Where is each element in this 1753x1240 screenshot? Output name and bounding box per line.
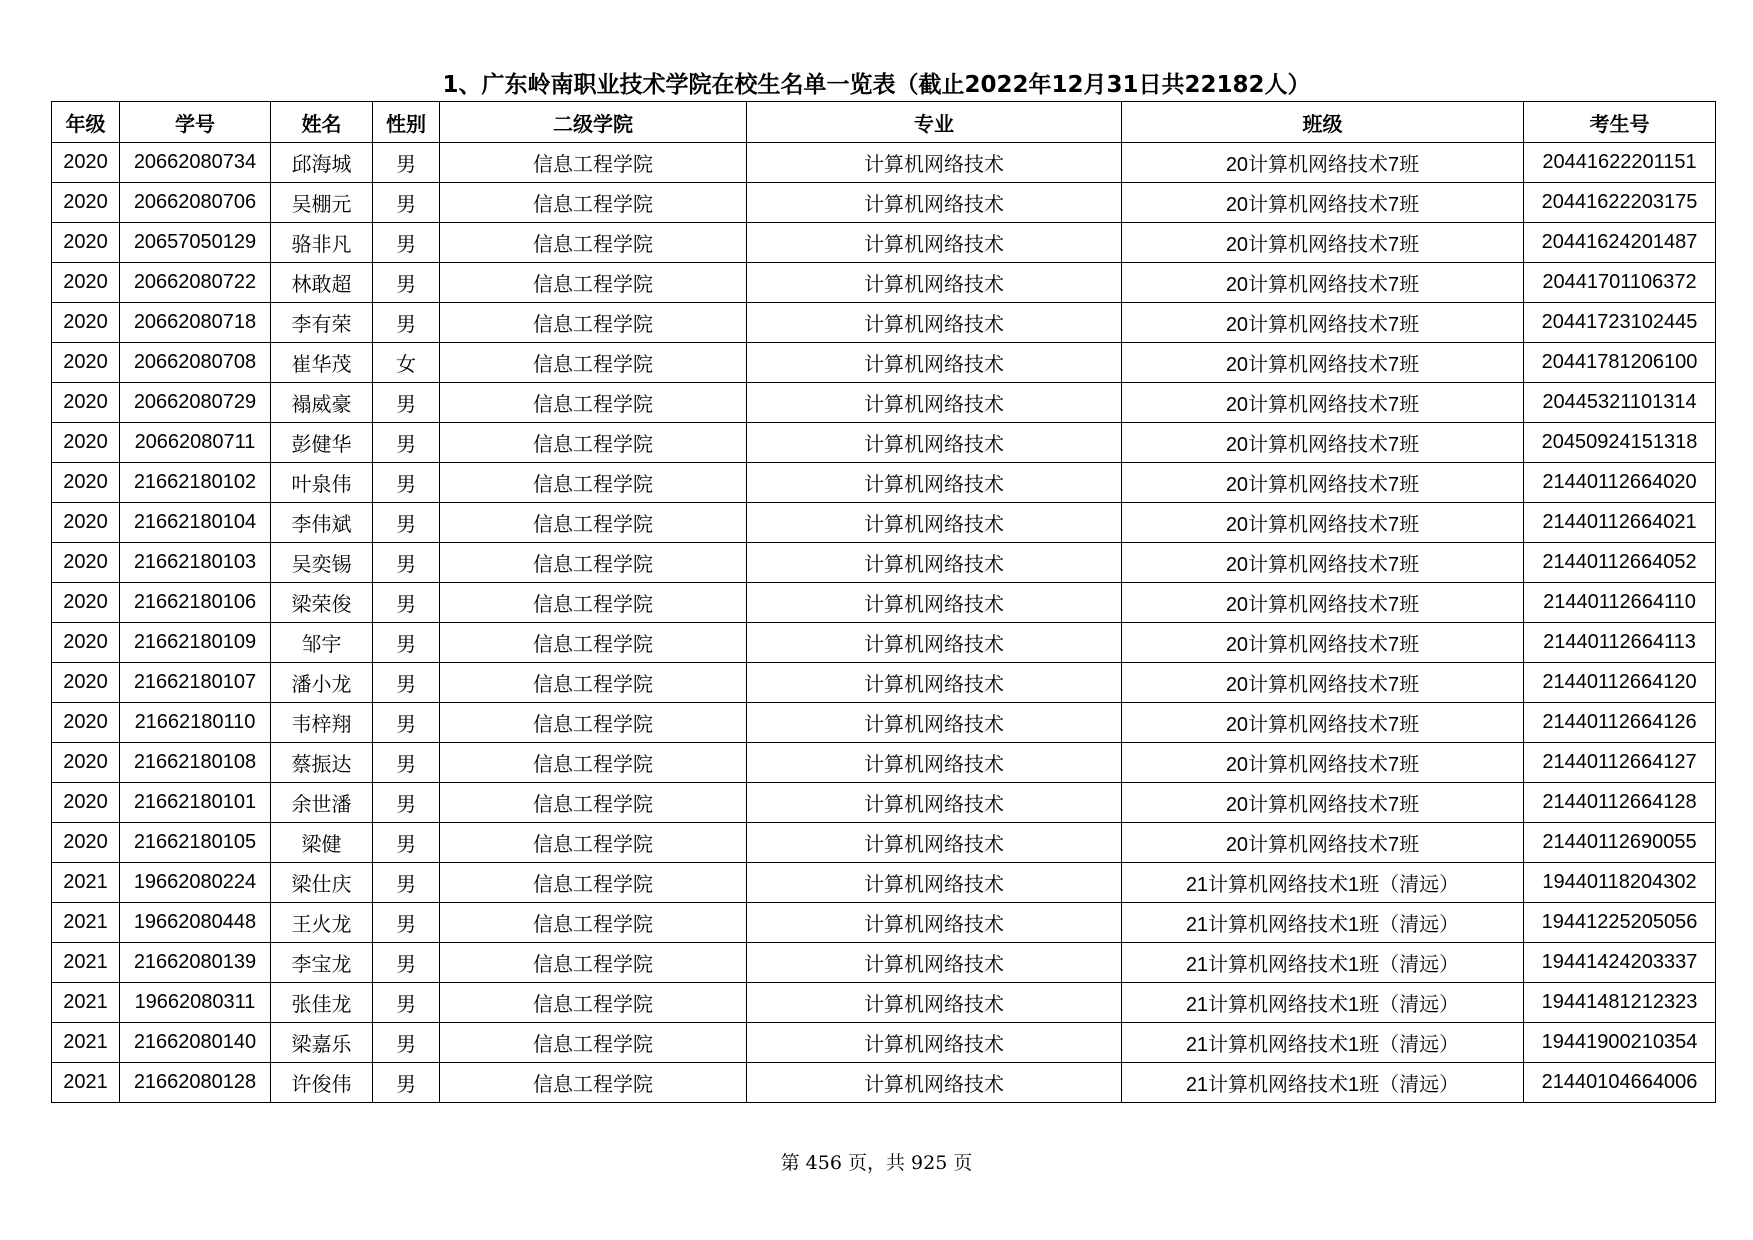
class-cell: 21计算机网络技术1班（清远） (1122, 863, 1524, 903)
grade-cell: 2020 (52, 743, 120, 783)
header-class: 班级 (1122, 102, 1524, 143)
name-cell: 梁健 (271, 823, 373, 863)
class-cell: 21计算机网络技术1班（清远） (1122, 1063, 1524, 1103)
class-cell: 20计算机网络技术7班 (1122, 303, 1524, 343)
major-cell: 计算机网络技术 (747, 823, 1122, 863)
table-row (52, 903, 1716, 943)
exam-id-cell: 20441723102445 (1524, 303, 1716, 343)
class-cell: 20计算机网络技术7班 (1122, 823, 1524, 863)
major-cell: 计算机网络技术 (747, 783, 1122, 823)
student-id-cell: 21662180101 (120, 783, 271, 823)
name-cell: 王火龙 (271, 903, 373, 943)
college-cell: 信息工程学院 (440, 703, 747, 743)
student-id-cell: 20662080722 (120, 263, 271, 303)
name-cell: 李宝龙 (271, 943, 373, 983)
student-id-cell: 20662080734 (120, 143, 271, 183)
class-cell: 20计算机网络技术7班 (1122, 183, 1524, 223)
grade-cell: 2021 (52, 863, 120, 903)
major-cell: 计算机网络技术 (747, 463, 1122, 503)
student-id-cell: 21662080140 (120, 1023, 271, 1063)
grade-cell: 2021 (52, 983, 120, 1023)
table-row (52, 623, 1716, 663)
exam-id-cell: 21440112664126 (1524, 703, 1716, 743)
class-cell: 20计算机网络技术7班 (1122, 463, 1524, 503)
name-cell: 李伟斌 (271, 503, 373, 543)
name-cell: 彭健华 (271, 423, 373, 463)
name-cell: 梁仕庆 (271, 863, 373, 903)
gender-cell: 男 (373, 943, 440, 983)
class-cell: 21计算机网络技术1班（清远） (1122, 903, 1524, 943)
gender-cell: 男 (373, 503, 440, 543)
college-cell: 信息工程学院 (440, 983, 747, 1023)
major-cell: 计算机网络技术 (747, 183, 1122, 223)
exam-id-cell: 21440112664110 (1524, 583, 1716, 623)
grade-cell: 2020 (52, 583, 120, 623)
gender-cell: 男 (373, 783, 440, 823)
college-cell: 信息工程学院 (440, 463, 747, 503)
exam-id-cell: 19441225205056 (1524, 903, 1716, 943)
major-cell: 计算机网络技术 (747, 1023, 1122, 1063)
gender-cell: 男 (373, 903, 440, 943)
major-cell: 计算机网络技术 (747, 543, 1122, 583)
major-cell: 计算机网络技术 (747, 743, 1122, 783)
name-cell: 韦梓翔 (271, 703, 373, 743)
class-cell: 20计算机网络技术7班 (1122, 583, 1524, 623)
student-id-cell: 20662080711 (120, 423, 271, 463)
class-cell: 21计算机网络技术1班（清远） (1122, 983, 1524, 1023)
gender-cell: 男 (373, 1063, 440, 1103)
major-cell: 计算机网络技术 (747, 383, 1122, 423)
student-id-cell: 21662180110 (120, 703, 271, 743)
gender-cell: 男 (373, 263, 440, 303)
exam-id-cell: 20450924151318 (1524, 423, 1716, 463)
table-row (52, 703, 1716, 743)
student-id-cell: 21662180103 (120, 543, 271, 583)
table-row (52, 663, 1716, 703)
table-row (52, 863, 1716, 903)
header-grade: 年级 (52, 102, 120, 143)
name-cell: 梁荣俊 (271, 583, 373, 623)
student-id-cell: 20657050129 (120, 223, 271, 263)
class-cell: 20计算机网络技术7班 (1122, 383, 1524, 423)
table-header-row (52, 102, 1716, 143)
grade-cell: 2020 (52, 663, 120, 703)
student-roster-table (51, 101, 1716, 1103)
grade-cell: 2020 (52, 823, 120, 863)
gender-cell: 男 (373, 983, 440, 1023)
exam-id-cell: 20445321101314 (1524, 383, 1716, 423)
grade-cell: 2020 (52, 703, 120, 743)
grade-cell: 2021 (52, 943, 120, 983)
student-id-cell: 21662180108 (120, 743, 271, 783)
college-cell: 信息工程学院 (440, 863, 747, 903)
class-cell: 21计算机网络技术1班（清远） (1122, 943, 1524, 983)
table-row (52, 1063, 1716, 1103)
header-name: 姓名 (271, 102, 373, 143)
table-row (52, 783, 1716, 823)
major-cell: 计算机网络技术 (747, 623, 1122, 663)
table-row (52, 423, 1716, 463)
grade-cell: 2020 (52, 303, 120, 343)
college-cell: 信息工程学院 (440, 383, 747, 423)
exam-id-cell: 21440104664006 (1524, 1063, 1716, 1103)
gender-cell: 男 (373, 143, 440, 183)
grade-cell: 2020 (52, 503, 120, 543)
gender-cell: 男 (373, 583, 440, 623)
page-footer: 第 456 页，共 925 页 (780, 1152, 973, 1174)
exam-id-cell: 21440112664021 (1524, 503, 1716, 543)
college-cell: 信息工程学院 (440, 263, 747, 303)
table-row (52, 463, 1716, 503)
student-id-cell: 19662080224 (120, 863, 271, 903)
grade-cell: 2020 (52, 223, 120, 263)
table-row (52, 343, 1716, 383)
exam-id-cell: 19441481212323 (1524, 983, 1716, 1023)
header-major: 专业 (747, 102, 1122, 143)
gender-cell: 男 (373, 863, 440, 903)
table-row (52, 303, 1716, 343)
table-row (52, 143, 1716, 183)
class-cell: 20计算机网络技术7班 (1122, 223, 1524, 263)
major-cell: 计算机网络技术 (747, 983, 1122, 1023)
grade-cell: 2020 (52, 383, 120, 423)
gender-cell: 男 (373, 663, 440, 703)
class-cell: 20计算机网络技术7班 (1122, 623, 1524, 663)
exam-id-cell: 21440112664127 (1524, 743, 1716, 783)
exam-id-cell: 21440112690055 (1524, 823, 1716, 863)
table-row (52, 183, 1716, 223)
exam-id-cell: 20441701106372 (1524, 263, 1716, 303)
exam-id-cell: 21440112664020 (1524, 463, 1716, 503)
major-cell: 计算机网络技术 (747, 943, 1122, 983)
name-cell: 吴奕锡 (271, 543, 373, 583)
major-cell: 计算机网络技术 (747, 303, 1122, 343)
student-id-cell: 21662180105 (120, 823, 271, 863)
class-cell: 20计算机网络技术7班 (1122, 663, 1524, 703)
grade-cell: 2021 (52, 903, 120, 943)
college-cell: 信息工程学院 (440, 343, 747, 383)
exam-id-cell: 20441624201487 (1524, 223, 1716, 263)
class-cell: 20计算机网络技术7班 (1122, 543, 1524, 583)
class-cell: 20计算机网络技术7班 (1122, 343, 1524, 383)
gender-cell: 女 (373, 343, 440, 383)
major-cell: 计算机网络技术 (747, 863, 1122, 903)
student-id-cell: 21662080128 (120, 1063, 271, 1103)
table-row (52, 543, 1716, 583)
student-id-cell: 20662080718 (120, 303, 271, 343)
table-row (52, 983, 1716, 1023)
grade-cell: 2021 (52, 1063, 120, 1103)
major-cell: 计算机网络技术 (747, 263, 1122, 303)
grade-cell: 2020 (52, 263, 120, 303)
exam-id-cell: 19441900210354 (1524, 1023, 1716, 1063)
student-id-cell: 21662080139 (120, 943, 271, 983)
college-cell: 信息工程学院 (440, 223, 747, 263)
name-cell: 余世潘 (271, 783, 373, 823)
name-cell: 许俊伟 (271, 1063, 373, 1103)
exam-id-cell: 21440112664120 (1524, 663, 1716, 703)
table-row (52, 263, 1716, 303)
exam-id-cell: 20441622201151 (1524, 143, 1716, 183)
college-cell: 信息工程学院 (440, 303, 747, 343)
grade-cell: 2021 (52, 1023, 120, 1063)
name-cell: 吴棚元 (271, 183, 373, 223)
gender-cell: 男 (373, 463, 440, 503)
gender-cell: 男 (373, 543, 440, 583)
student-id-cell: 21662180106 (120, 583, 271, 623)
name-cell: 邱海城 (271, 143, 373, 183)
gender-cell: 男 (373, 823, 440, 863)
exam-id-cell: 21440112664113 (1524, 623, 1716, 663)
gender-cell: 男 (373, 623, 440, 663)
gender-cell: 男 (373, 743, 440, 783)
major-cell: 计算机网络技术 (747, 423, 1122, 463)
table-body (52, 143, 1716, 1103)
college-cell: 信息工程学院 (440, 183, 747, 223)
student-id-cell: 21662180102 (120, 463, 271, 503)
grade-cell: 2020 (52, 623, 120, 663)
grade-cell: 2020 (52, 343, 120, 383)
grade-cell: 2020 (52, 423, 120, 463)
student-id-cell: 21662180109 (120, 623, 271, 663)
table-row (52, 223, 1716, 263)
major-cell: 计算机网络技术 (747, 903, 1122, 943)
grade-cell: 2020 (52, 463, 120, 503)
class-cell: 20计算机网络技术7班 (1122, 703, 1524, 743)
student-id-cell: 20662080729 (120, 383, 271, 423)
exam-id-cell: 21440112664128 (1524, 783, 1716, 823)
gender-cell: 男 (373, 703, 440, 743)
grade-cell: 2020 (52, 183, 120, 223)
major-cell: 计算机网络技术 (747, 663, 1122, 703)
student-id-cell: 20662080706 (120, 183, 271, 223)
table-row (52, 503, 1716, 543)
name-cell: 叶泉伟 (271, 463, 373, 503)
major-cell: 计算机网络技术 (747, 343, 1122, 383)
table-row (52, 823, 1716, 863)
college-cell: 信息工程学院 (440, 743, 747, 783)
gender-cell: 男 (373, 183, 440, 223)
page-title: 1、广东岭南职业技术学院在校生名单一览表（截止2022年12月31日共22182人） (442, 72, 1311, 98)
name-cell: 骆非凡 (271, 223, 373, 263)
student-id-cell: 21662180107 (120, 663, 271, 703)
college-cell: 信息工程学院 (440, 903, 747, 943)
exam-id-cell: 19440118204302 (1524, 863, 1716, 903)
gender-cell: 男 (373, 1023, 440, 1063)
college-cell: 信息工程学院 (440, 823, 747, 863)
name-cell: 林敢超 (271, 263, 373, 303)
name-cell: 邹宇 (271, 623, 373, 663)
major-cell: 计算机网络技术 (747, 503, 1122, 543)
class-cell: 20计算机网络技术7班 (1122, 743, 1524, 783)
name-cell: 梁嘉乐 (271, 1023, 373, 1063)
name-cell: 潘小龙 (271, 663, 373, 703)
gender-cell: 男 (373, 383, 440, 423)
table-row (52, 743, 1716, 783)
student-id-cell: 19662080448 (120, 903, 271, 943)
college-cell: 信息工程学院 (440, 623, 747, 663)
major-cell: 计算机网络技术 (747, 1063, 1122, 1103)
major-cell: 计算机网络技术 (747, 223, 1122, 263)
class-cell: 21计算机网络技术1班（清远） (1122, 1023, 1524, 1063)
class-cell: 20计算机网络技术7班 (1122, 423, 1524, 463)
student-id-cell: 21662180104 (120, 503, 271, 543)
class-cell: 20计算机网络技术7班 (1122, 503, 1524, 543)
major-cell: 计算机网络技术 (747, 583, 1122, 623)
class-cell: 20计算机网络技术7班 (1122, 143, 1524, 183)
exam-id-cell: 21440112664052 (1524, 543, 1716, 583)
student-id-cell: 20662080708 (120, 343, 271, 383)
exam-id-cell: 20441781206100 (1524, 343, 1716, 383)
name-cell: 李有荣 (271, 303, 373, 343)
gender-cell: 男 (373, 303, 440, 343)
name-cell: 蔡振达 (271, 743, 373, 783)
college-cell: 信息工程学院 (440, 663, 747, 703)
header-gender: 性别 (373, 102, 440, 143)
exam-id-cell: 19441424203337 (1524, 943, 1716, 983)
header-college: 二级学院 (440, 102, 747, 143)
college-cell: 信息工程学院 (440, 503, 747, 543)
class-cell: 20计算机网络技术7班 (1122, 783, 1524, 823)
college-cell: 信息工程学院 (440, 143, 747, 183)
grade-cell: 2020 (52, 783, 120, 823)
college-cell: 信息工程学院 (440, 1063, 747, 1103)
name-cell: 崔华茂 (271, 343, 373, 383)
name-cell: 张佳龙 (271, 983, 373, 1023)
major-cell: 计算机网络技术 (747, 703, 1122, 743)
college-cell: 信息工程学院 (440, 423, 747, 463)
grade-cell: 2020 (52, 543, 120, 583)
grade-cell: 2020 (52, 143, 120, 183)
exam-id-cell: 20441622203175 (1524, 183, 1716, 223)
name-cell: 褟威豪 (271, 383, 373, 423)
table-row (52, 1023, 1716, 1063)
college-cell: 信息工程学院 (440, 943, 747, 983)
table-row (52, 943, 1716, 983)
header-student-id: 学号 (120, 102, 271, 143)
table-row (52, 383, 1716, 423)
class-cell: 20计算机网络技术7班 (1122, 263, 1524, 303)
college-cell: 信息工程学院 (440, 543, 747, 583)
gender-cell: 男 (373, 423, 440, 463)
student-id-cell: 19662080311 (120, 983, 271, 1023)
gender-cell: 男 (373, 223, 440, 263)
table-row (52, 583, 1716, 623)
college-cell: 信息工程学院 (440, 783, 747, 823)
major-cell: 计算机网络技术 (747, 143, 1122, 183)
header-exam-id: 考生号 (1524, 102, 1716, 143)
college-cell: 信息工程学院 (440, 1023, 747, 1063)
college-cell: 信息工程学院 (440, 583, 747, 623)
